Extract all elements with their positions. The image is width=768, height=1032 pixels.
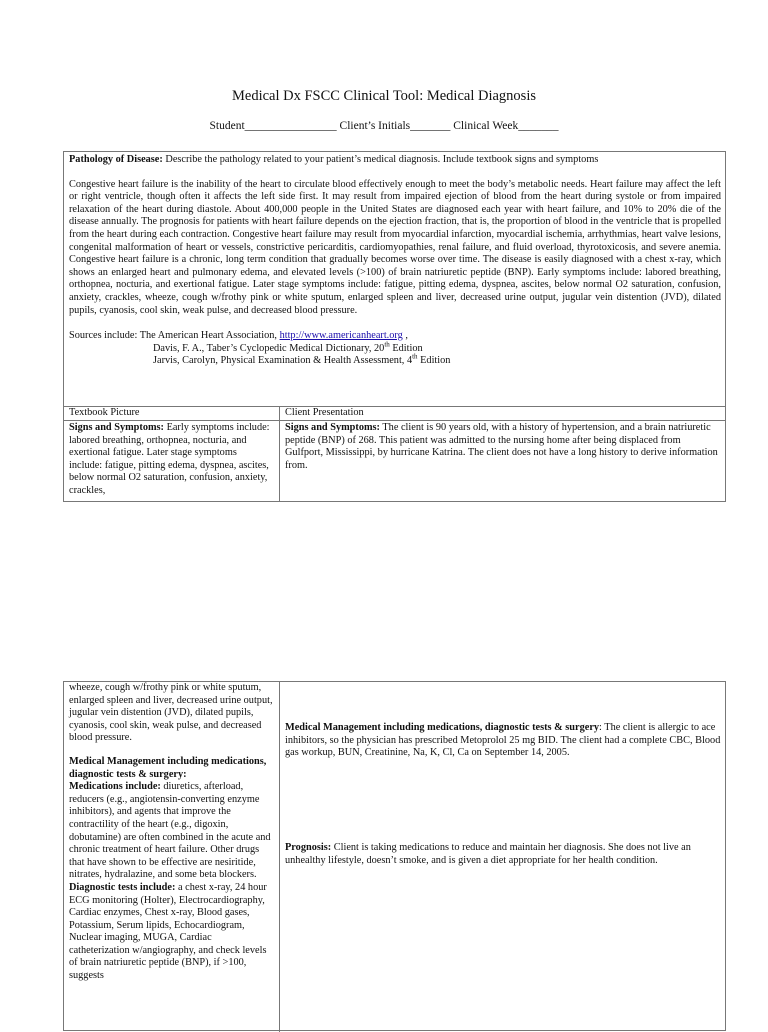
client-mgmt-cell bbox=[285, 722, 721, 760]
source-tabers bbox=[69, 340, 721, 356]
comparison-table-continued bbox=[63, 681, 726, 1031]
client-signs-heading: Signs and Symptoms: bbox=[285, 422, 380, 433]
source-jarvis bbox=[69, 352, 721, 368]
textbook-meds-heading: Medications include: bbox=[69, 781, 161, 793]
textbook-signs-text: Early symptoms include: labored breathing, orthopnea, nocturia, and exertional fatigue. Later stage symptoms include: fatigue, pitting edema, dyspnea, ascites, below normal O2 saturation, confusion, anxiety, crackles, bbox=[69, 422, 270, 496]
textbook-meds-text: diuretics, afterload, reducers (e.g., angiotensin-converting enzyme inhibitors), and agents that improve the contractility of the heart (e.g., digoxin, dobutamine) are often combined in the acute and chronic treatment of heart failure. Other drugs that have shown to be effective are nesiritide, nitrates, hydralazine, and some beta blockers. bbox=[69, 781, 271, 881]
client-mgmt-text: : The client is allergic to ace inhibitors, so the physician has prescribed Metoprolol 25 mg BID. The client had a complete CBC, Blood gas workup, BUN, Creatinine, Na, K, Cl, Ca on September 14, 2005. bbox=[285, 722, 721, 759]
client-prognosis-text: Client is taking medications to reduce and maintain her diagnosis. She does not live an unhealthy lifestyle, doesn’t smoke, and is given a diet appropriate for her health condition. bbox=[285, 842, 691, 866]
pathology-instruction-line bbox=[69, 154, 721, 167]
sources-line bbox=[69, 330, 721, 343]
client-initials-label: Client’s Initials_______ bbox=[339, 120, 451, 132]
source-tabers-edition: Edition bbox=[389, 342, 423, 354]
client-signs-cell bbox=[285, 422, 721, 472]
textbook-diagnostics bbox=[69, 882, 274, 983]
textbook-continued-cell bbox=[69, 682, 274, 983]
source-tabers-text: Davis, F. A., Taber’s Cyclopedic Medical Dictionary, 20 bbox=[153, 342, 385, 354]
textbook-mgmt-heading: Medical Management including medications, diagnostic tests & surgery: bbox=[69, 755, 267, 780]
source-jarvis-sup: th bbox=[412, 352, 418, 361]
textbook-diag-heading: Diagnostic tests include: bbox=[69, 881, 176, 893]
col-header-textbook: Textbook Picture bbox=[69, 407, 140, 418]
pathology-instruction: Describe the pathology related to your patient’s medical diagnosis. Include textbook signs and symptoms bbox=[165, 154, 599, 165]
client-prognosis-heading: Prognosis: bbox=[285, 842, 332, 853]
source-tabers-sup: th bbox=[384, 340, 390, 349]
document-title: Medical Dx FSCC Clinical Tool: Medical Diagnosis bbox=[231, 88, 536, 104]
client-mgmt-heading: Medical Management including medications, diagnostic tests & surgery bbox=[285, 722, 600, 733]
sources-prefix: Sources include: The American Heart Association, bbox=[69, 330, 280, 342]
student-info-line bbox=[0, 120, 768, 132]
sources-suffix: , bbox=[402, 330, 408, 342]
comparison-table bbox=[63, 406, 726, 502]
textbook-signs-heading: Signs and Symptoms: bbox=[69, 422, 164, 433]
aha-link[interactable]: http://www.americanheart.org bbox=[279, 330, 403, 342]
pathology-heading: Pathology of Disease: bbox=[69, 154, 163, 165]
source-jarvis-text: Jarvis, Carolyn, Physical Examination & Health Assessment, 4 bbox=[153, 355, 413, 367]
textbook-diag-text: a chest x-ray, 24 hour ECG monitoring (Holter), Electrocardiography, Cardiac enzymes, Chest x-ray, Blood gases, Potassium, Serum lipids, Echocardiogram, Nuclear imaging, MUGA, Cardiac catheterization w/angiography, and check levels of brain natriuretic peptide (BNP), if >100, suggests bbox=[69, 881, 267, 982]
source-jarvis-edition: Edition bbox=[417, 355, 451, 367]
client-signs-text: The client is 90 years old, with a history of hypertension, and a brain natriuretic peptide (BNP) of 268. This patient was admitted to the nursing home after being displaced from Gulfport, Mississippi, by hurricane Katrina. The client does not have a long history to derive information from. bbox=[285, 422, 718, 471]
textbook-medications bbox=[69, 781, 274, 882]
pathology-section bbox=[63, 151, 726, 407]
textbook-signs-cell bbox=[69, 422, 272, 498]
pathology-body: Congestive heart failure is the inability of the heart to circulate blood effectively enough to meet the body’s metabolic needs. Heart failure may affect the left or right ventricle, though often it affects the left side first. It may result from impaired ejection of blood from the heart during systole or from impaired relaxation of the heart during diastole. About 400,000 people in the United States are diagnosed each year with heart failure, and 10% to 20% die of the disease annually. The prognosis for patients with heart failure depends on the ejection fraction, that is, the proportion of blood in the ventricle that is propelled from the heart during each contraction. Congestive heart failure may result from myocardial infarction, myocardial ischemia, arrhythmias, heart valve lesions, congenital malformation of heart or vessels, constrictive pericarditis, cardiomyopathies, renal failure, and fluid overload, thyrotoxicosis, and severe anemia. Congestive heart failure is a chronic, long term condition that gradually becomes worse over time. The disease is easily diagnosed with a chest x-ray, which shows an enlarged heart and pulmonary edema, and elevated levels (>100) of brain natriuretic peptide (BNP). Early symptoms include: labored breathing, orthopnea, nocturia, and exertional fatigue. Later stage symptoms include: fatigue, pitting edema, dyspnea, ascites, below normal O2 saturation, confusion, anxiety, crackles, wheeze, cough w/frothy pink or white sputum, enlarged spleen and liver, decreased urine output, jugular vein distention (JVD), dilated pupils, cyanosis, cool skin, weak pulse, and decreased blood pressure. bbox=[69, 178, 721, 316]
col-header-client: Client Presentation bbox=[285, 407, 364, 418]
textbook-signs-continued: wheeze, cough w/frothy pink or white sputum, enlarged spleen and liver, decreased urine output, jugular vein distention (JVD), dilated pupils, cyanosis, cool skin, weak pulse, and decreased blood pressure. bbox=[69, 682, 273, 744]
clinical-week-label: Clinical Week_______ bbox=[453, 120, 559, 132]
client-prognosis-cell bbox=[285, 842, 721, 867]
student-label: Student________________ bbox=[209, 120, 337, 132]
